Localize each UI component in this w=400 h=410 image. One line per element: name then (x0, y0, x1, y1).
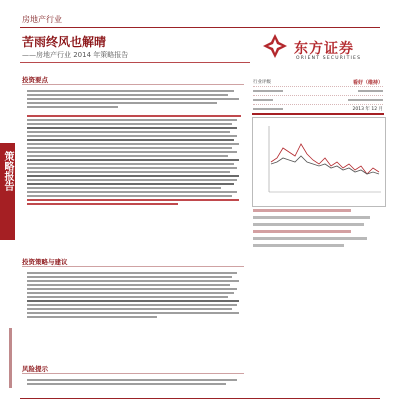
section-heading-key-points: 投资要点 (22, 76, 48, 84)
logo-cn-text: 东方证券 (294, 41, 354, 57)
logo-en-text: ORIENT SECURITIES (296, 56, 362, 61)
section-heading-risk: 风险提示 (22, 365, 48, 373)
strategy-body (27, 270, 243, 320)
series-line-2 (271, 156, 379, 174)
info-row (253, 87, 383, 96)
section-rule (22, 373, 244, 374)
info-row (253, 96, 383, 105)
related-reports (253, 205, 383, 251)
info-value: 看好（维持） (352, 79, 383, 86)
report-subtitle: ——房地产行业 2014 年策略报告 (22, 51, 129, 59)
orient-logo-icon (262, 33, 288, 59)
report-type-label: 策略报告 (2, 151, 13, 191)
chart-header-bar (252, 113, 384, 115)
section-rule (22, 266, 244, 267)
key-points-body (27, 88, 243, 207)
relative-performance-chart (252, 117, 386, 207)
info-row (253, 78, 383, 87)
header-category: 房地产行业 (22, 15, 62, 24)
report-type-tab (0, 143, 15, 240)
footer-divider (20, 398, 380, 399)
side-notice (2, 328, 12, 388)
title-divider (20, 62, 250, 63)
info-label: 行业评级 (253, 80, 271, 85)
header-divider (20, 27, 380, 28)
section-heading-strategy: 投资策略与建议 (22, 258, 68, 266)
report-title: 苦雨终风也解晴 (22, 35, 107, 49)
chart-svg (253, 118, 385, 206)
risk-body (27, 377, 243, 387)
rating-info-table (253, 78, 383, 114)
section-rule (22, 84, 244, 85)
info-value: 2013 年 12 月 (352, 107, 383, 112)
